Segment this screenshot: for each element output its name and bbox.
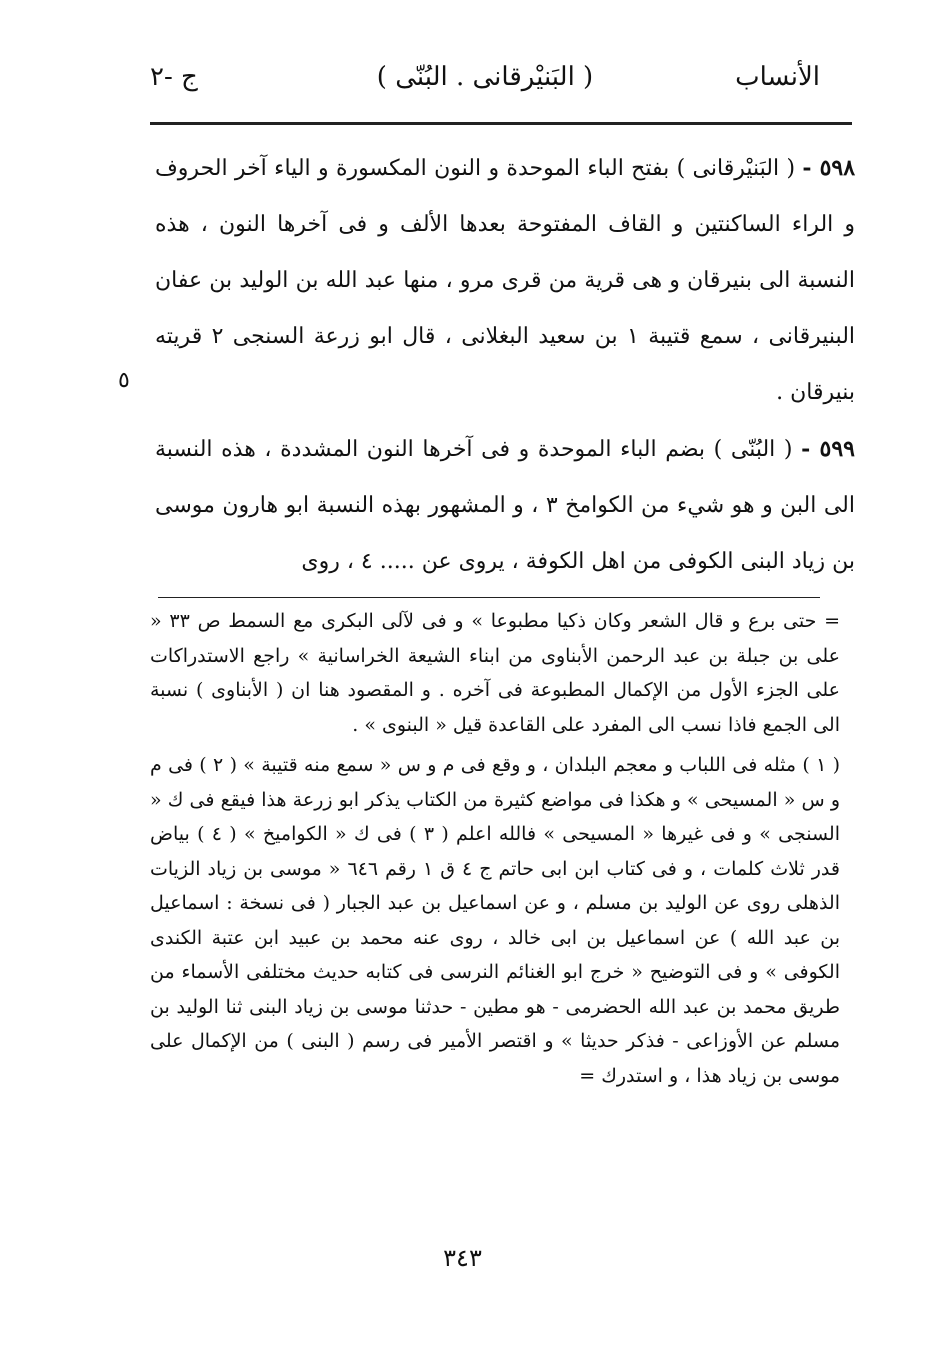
header-entry-range: ( البَنيْرقانى . البُنّى ) [376, 62, 594, 92]
footnotes [150, 604, 840, 1093]
header-book-title: الأنساب [735, 62, 820, 92]
footnote-separator [158, 597, 820, 598]
entry-598 [155, 140, 855, 421]
footnote-continuation: = حتى برع و قال الشعر وكان ذكيا مطبوعا » و فى لآلى البكرى مع السمط ص ٣٣ « على بن جبلة بن عبد الرحمن الأبناوى من ابناء الشيعة الخراسانية » راجع الاستدراكات على الجزء الأول من الإكمال المطبوعة فى آخره . و المقصود هنا ان ( الأبناوى ) نسبة الى الجمع فاذا نسب الى المفرد على القاعدة قيل « البنوى » . [150, 610, 841, 736]
entry-number: ٥٩٨ - [802, 155, 856, 181]
header-rule [150, 122, 852, 125]
margin-line-number: ٥ [118, 368, 130, 393]
entry-599 [155, 421, 855, 590]
header-volume: ج -٢ [150, 62, 198, 92]
entry-body: ( البُنّى ) بضم الباء الموحدة و فى آخرها النون المشددة ، هذه النسبة الى البن و هو شيء من الكوامخ ٣ ، و المشهور بهذه النسبة ابو هارون موسى بن زياد البنى الكوفى من اهل الكوفة ، يروى عن ..... ٤ ، روى [155, 437, 855, 574]
entry-body: ( البَنيْرقانى ) بفتح الباء الموحدة و النون المكسورة و الياء آخر الحروف و الراء الساكنتين و القاف المفتوحة بعدها الألف و فى آخرها النون ، هذه النسبة الى بنيرقان و هى قرية من قرى مرو ، منها عبد الله بن الوليد بن عفان البنيرقانى ، سمع قتيبة ١ بن سعيد البغلانى ، قال ابو زرعة السنجى ٢ قريته بنيرقان . [155, 156, 856, 405]
running-head [150, 62, 820, 102]
footnote-list: ( ١ ) مثله فى اللباب و معجم البلدان ، و وقع فى م و س « سمع منه قتيبة » ( ٢ ) فى م و س « المسيحى » و هكذا فى مواضع كثيرة من الكتاب يذكر ابو زرعة هذا فيقع فى ك « السنجى » و فى غيرها « المسيحى » فالله اعلم ( ٣ ) فى ك « الكواميخ » ( ٤ ) بياض قدر ثلاث كلمات ، و فى كتاب ابن ابى حاتم ج ٤ ق ١ رقم ٦٤٦ « موسى بن زياد الزيات الذهلى روى عن الوليد بن مسلم ، و عن اسماعيل بن عبد الجبار ( فى نسخة : اسماعيل بن عبد الله ) عن اسماعيل بن ابى خالد ، روى عنه محمد بن عبيد ابن عتبة الكندى الكوفى » و فى التوضيح « خرج ابو الغنائم النرسى فى كتابه حديث مختلفى الأسماء من طريق محمد بن عبد الله الحضرمى - هو مطين - حدثنا موسى بن زياد البنى ثنا الوليد بن مسلم عن الأوزاعى - فذكر حديثا » و اقتصر الأمير فى رسم ( البنى ) من الإكمال على موسى بن زياد هذا ، و استدرك = [150, 754, 841, 1087]
entry-number: ٥٩٩ - [801, 436, 855, 462]
page-number: ٣٤٣ [443, 1244, 482, 1272]
main-text [155, 140, 855, 590]
